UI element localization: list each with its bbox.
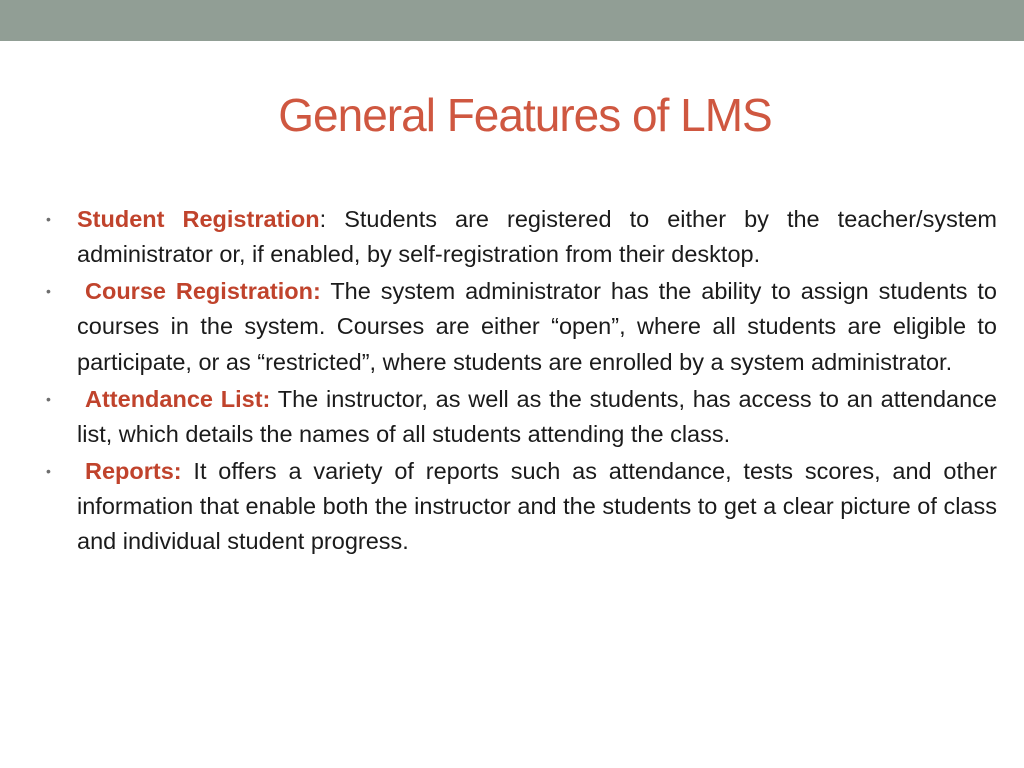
bullet-text: The instructor, as well as the students, has access to an attendance list, which details the names of all students attending the class. <box>77 385 997 447</box>
bullet-term: Student Registration <box>77 206 320 232</box>
bullet-term: Attendance List: <box>85 385 271 412</box>
bullet-dot-icon: • <box>46 390 51 407</box>
slide-title: General Features of LMS <box>278 89 772 141</box>
bullet-term: Reports: <box>85 457 182 484</box>
bullet-term: Course Registration: <box>85 278 321 305</box>
bullet-list <box>46 202 998 561</box>
bullet-dot-icon: • <box>46 462 51 479</box>
bullet-text: Students are registered to either by the teacher/system administrator or, if enabled, by self-registration from their desktop. <box>77 206 998 268</box>
bullet-item-course-registration <box>46 274 998 380</box>
bullet-text: The system administrator has the ability to assign students to courses in the system. Courses are either “open”, where all students are eligible to participate, or as “restricted”, where students are enrolled by a system administrator. <box>77 278 998 375</box>
bullet-item-student-registration <box>46 202 998 273</box>
bullet-item-reports <box>46 454 997 560</box>
bullet-item-attendance-list <box>46 382 997 453</box>
top-accent-bar <box>0 0 1024 41</box>
bullet-dot-icon: • <box>46 283 51 300</box>
bullet-text: It offers a variety of reports such as attendance, tests scores, and other information that enable both the instructor and the students to get a clear picture of class and individual student progress. <box>77 457 997 555</box>
bullet-dot-icon: • <box>46 211 51 227</box>
bullet-separator: : <box>319 206 327 232</box>
